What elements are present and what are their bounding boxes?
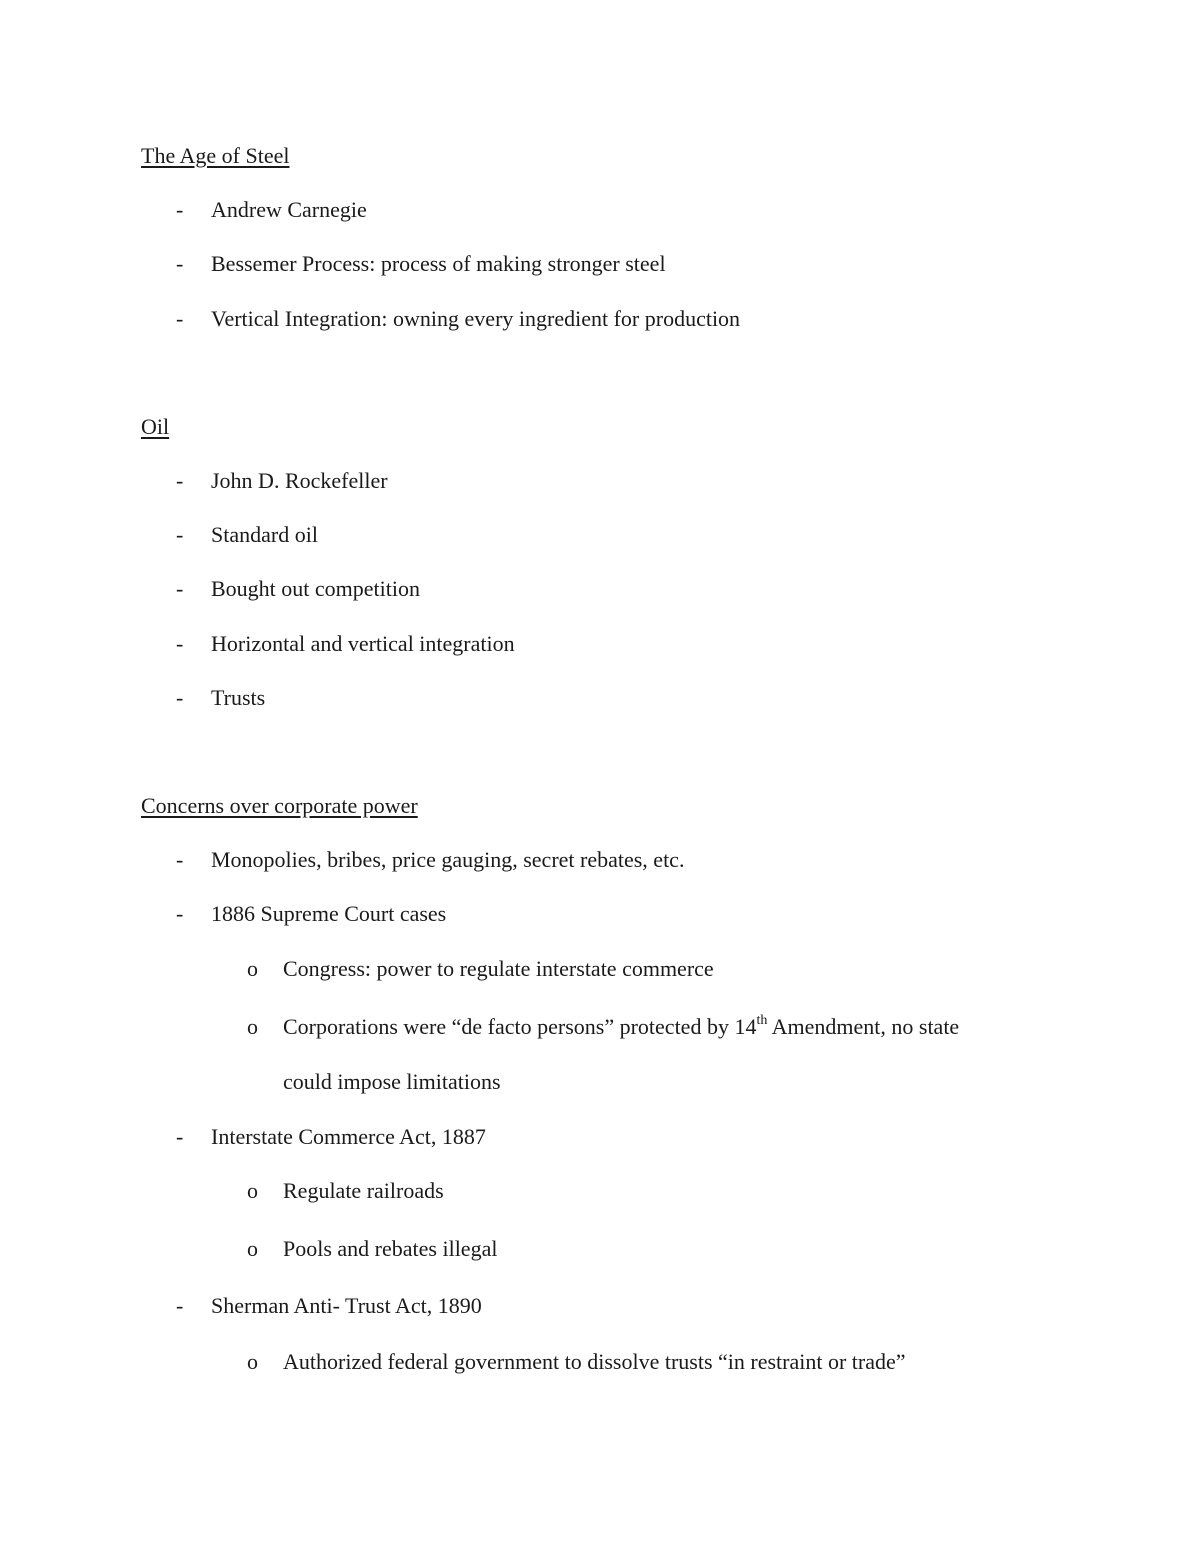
dash-bullet: - bbox=[176, 631, 184, 656]
sub-list-item-continuation: could impose limitations bbox=[283, 1069, 501, 1094]
circle-bullet: o bbox=[247, 956, 258, 981]
dash-bullet: - bbox=[176, 1293, 184, 1318]
circle-bullet: o bbox=[247, 1014, 258, 1039]
list-item: Bessemer Process: process of making stronger steel bbox=[211, 251, 666, 276]
dash-bullet: - bbox=[176, 197, 184, 222]
dash-bullet: - bbox=[176, 685, 184, 710]
list-item: Andrew Carnegie bbox=[211, 197, 367, 222]
list-item: Bought out competition bbox=[211, 576, 420, 601]
dash-bullet: - bbox=[176, 901, 184, 926]
dash-bullet: - bbox=[176, 847, 184, 872]
sub-list-item-text-cont: Amendment, no state bbox=[767, 1014, 960, 1039]
dash-bullet: - bbox=[176, 1124, 184, 1149]
sub-list-item bbox=[283, 1014, 959, 1040]
circle-bullet: o bbox=[247, 1236, 258, 1261]
sub-list-item-text: Corporations were “de facto persons” protected by 14 bbox=[283, 1014, 757, 1039]
list-item: Standard oil bbox=[211, 522, 318, 547]
circle-bullet: o bbox=[247, 1178, 258, 1203]
sub-list-item: Authorized federal government to dissolve trusts “in restraint or trade” bbox=[283, 1349, 906, 1374]
list-item: Interstate Commerce Act, 1887 bbox=[211, 1124, 486, 1149]
list-item: Vertical Integration: owning every ingredient for production bbox=[211, 306, 741, 331]
list-item: Trusts bbox=[211, 685, 266, 710]
dash-bullet: - bbox=[176, 576, 184, 601]
dash-bullet: - bbox=[176, 468, 184, 493]
dash-bullet: - bbox=[176, 522, 184, 547]
sub-list-item: Congress: power to regulate interstate commerce bbox=[283, 956, 714, 981]
heading-age-of-steel: The Age of Steel bbox=[141, 143, 290, 168]
list-item: 1886 Supreme Court cases bbox=[211, 901, 447, 926]
dash-bullet: - bbox=[176, 306, 184, 331]
list-item: John D. Rockefeller bbox=[211, 468, 388, 493]
ordinal-superscript: th bbox=[756, 1012, 768, 1028]
sub-list-item: Pools and rebates illegal bbox=[283, 1236, 498, 1261]
heading-oil: Oil bbox=[141, 414, 170, 439]
heading-concerns: Concerns over corporate power bbox=[141, 793, 418, 818]
list-item: Monopolies, bribes, price gauging, secret rebates, etc. bbox=[211, 847, 685, 872]
circle-bullet: o bbox=[247, 1349, 258, 1374]
dash-bullet: - bbox=[176, 251, 184, 276]
list-item: Horizontal and vertical integration bbox=[211, 631, 515, 656]
sub-list-item: Regulate railroads bbox=[283, 1178, 444, 1203]
list-item: Sherman Anti- Trust Act, 1890 bbox=[211, 1293, 482, 1318]
